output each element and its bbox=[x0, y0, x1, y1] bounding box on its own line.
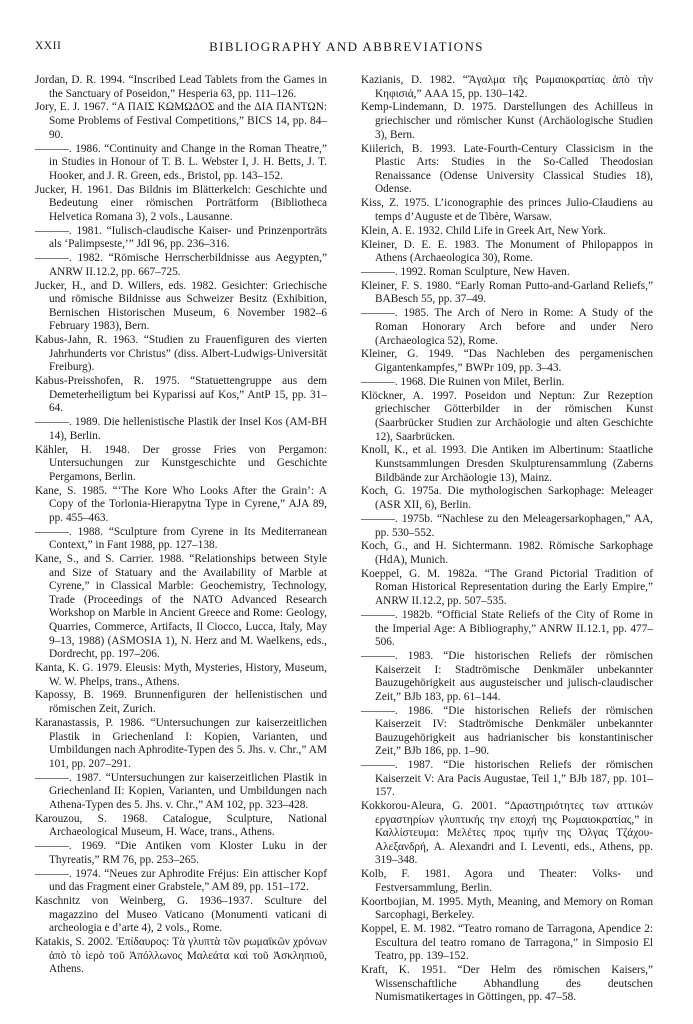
bibliography-entry: Kabus-Preisshofen, R. 1975. “Statuettengruppe aus dem Demeterheiligtum bei Kyparissi auf Kos,” AntP 15, pp. 31–64. bbox=[35, 375, 327, 415]
bibliography-entry: Kolb, F. 1981. Agora und Theater: Volks- und Festversammlung, Berlin. bbox=[361, 868, 653, 894]
bibliography-entry: Kemp-Lindemann, D. 1975. Darstellungen des Achilleus in griechischer und römischer Kunst (Archäologische Studien 3), Bern. bbox=[361, 101, 653, 141]
bibliography-right-column bbox=[361, 74, 653, 1005]
bibliography-entry: Kabus-Jahn, R. 1963. “Studien zu Frauenfiguren des vierten Jahrhunderts vor Christus” (diss. Albert-Ludwigs-Universität Freiburg). bbox=[35, 334, 327, 374]
bibliography-entry: Kane, S., and S. Carrier. 1988. “Relationships between Style and Size of Statuary and the Availability of Marble at Cyrene,” in Classical Marble: Geochemistry, Technology, Trade (Proceedings of the NATO Advanced Research Workshop on Marble in Ancient Greece and Rome: Geology, Quarries, Commerce, Artifacts, Il Ciocco, Lucca, Italy, May 9–13, 1988) (ASMOSIA 1), N. Herz and M. Waelkens, eds., Dordrecht, pp. 197–206. bbox=[35, 553, 327, 661]
bibliography-entry: Kleiner, F. S. 1980. “Early Roman Putto-and-Garland Reliefs,” BABesch 55, pp. 37–49. bbox=[361, 279, 653, 306]
bibliography-entry: Koch, G., and H. Sichtermann. 1982. Römische Sarkophage (HdA), Munich. bbox=[361, 540, 653, 566]
bibliography-entry: ———. 1981. “Iulisch-claudische Kaiser- und Prinzenporträts als ‘Palimpseste,’” JdI 96, pp. 236–316. bbox=[35, 224, 327, 251]
bibliography-entry: ———. 1968. Die Ruinen von Milet, Berlin. bbox=[361, 375, 565, 388]
bibliography-entry: ———. 1983. “Die historischen Reliefs der römischen Kaiserzeit I: Stadtrömische Denkmäler unbekannter Bauzugehörigkeit aus augusteischer und julisch-claudischer Zeit,” BJb 183, pp. 61–144. bbox=[361, 650, 653, 703]
bibliography-left-column bbox=[35, 74, 327, 977]
bibliography-entry: Knoll, K., et al. 1993. Die Antiken im Albertinum: Staatliche Kunstsammlungen Dresden Skulpturensammlung (Zaberns Bildbände zur Archäologie 13), Mainz. bbox=[361, 444, 653, 484]
bibliography-entry: Kraft, K. 1951. “Der Helm des römischen Kaisers,” Wissenschaftliche Abhandlung des deutschen Numismatikertages in Göttingen, pp. 47–58. bbox=[361, 964, 653, 1004]
bibliography-entry: Kazianis, D. 1982. “Ἄγαλμα τῆς Ρωμαιοκρατίας ἀπὸ τὴν Κηφισιά,” AAA 15, pp. 130–142. bbox=[361, 74, 653, 100]
bibliography-entry: Klöckner, A. 1997. Poseidon und Neptun: Zur Rezeption griechischer Götterbilder in der römischen Kunst (Saarbrücker Studien zur Archäologie und alten Geschichte 12), Saarbrücken. bbox=[361, 389, 653, 443]
bibliography-entry: Koeppel, G. M. 1982a. “The Grand Pictorial Tradition of Roman Historical Representation during the Early Empire,” ANRW II.12.2, pp. 507–535. bbox=[361, 567, 653, 608]
bibliography-entry: ———. 1989. Die hellenistische Plastik der Insel Kos (AM-BH 14), Berlin. bbox=[35, 416, 327, 442]
bibliography-entry: ———. 1987. “Untersuchungen zur kaiserzeitlichen Plastik in Griechenland II: Kopien, Varianten, und Umbildungen nach Athena-Typen des 5. Jhs. v. Chr.,” AM 102, pp. 323–428. bbox=[35, 771, 327, 811]
bibliography-entry: ———. 1985. The Arch of Nero in Rome: A Study of the Roman Honorary Arch before and under Nero (Archaeologica 52), Rome. bbox=[361, 307, 653, 347]
bibliography-entry: ———. 1975b. “Nachlese zu den Meleagersarkophagen,” AA, pp. 530–552. bbox=[361, 512, 653, 539]
bibliography-entry: Kokkorou-Aleura, G. 2001. “Δραστηριότητες των αττικών εργαστηρίων γλυπτικής την εποχή της Ρωμαιοκρατίας,” in Καλλίστευμα: Μελέτες προς τιμήν της Όλγας Τζάχου-Αλεξανδρή, A. Alexandri and I. Leventi, eds., Athens, pp. 319–348. bbox=[361, 800, 653, 867]
bibliography-entry: Kleiner, G. 1949. “Das Nachleben des pergamenischen Gigantenkampfes,” BWPr 109, pp. 3–43. bbox=[361, 348, 653, 374]
bibliography-entry: Kiss, Z. 1975. L’iconographie des princes Julio-Claudiens au temps d’Auguste et de Tibère, Warsaw. bbox=[361, 197, 653, 223]
bibliography-entry: Karouzou, S. 1968. Catalogue, Sculpture, National Archaeological Museum, H. Wace, trans., Athens. bbox=[35, 812, 327, 839]
bibliography-entry: ———. 1987. “Die historischen Reliefs der römischen Kaiserzeit V: Ara Pacis Augustae, Teil 1,” BJb 187, pp. 101–157. bbox=[361, 759, 653, 799]
bibliography-entry: Kane, S. 1985. “‘The Kore Who Looks After the Grain’: A Copy of the Torlonia-Hierapytna Type in Cyrene,” AJA 89, pp. 455–463. bbox=[35, 484, 327, 524]
bibliography-entry: Kanta, K. G. 1979. Eleusis: Myth, Mysteries, History, Museum, W. W. Phelps, trans., Athens. bbox=[35, 661, 327, 688]
bibliography-entry: Kaschnitz von Weinberg, G. 1936–1937. Sculture del magazzino del Museo Vaticano (Monumenti vaticani di archeologia e d’arte 4), 2 vols., Rome. bbox=[35, 895, 327, 935]
bibliography-entry: ———. 1969. “Die Antiken vom Kloster Luku in der Thyreatis,” RM 76, pp. 253–265. bbox=[35, 840, 327, 866]
bibliography-entry: ———. 1992. Roman Sculpture, New Haven. bbox=[361, 266, 570, 278]
bibliography-entry: ———. 1986. “Continuity and Change in the Roman Theatre,” in Studies in Honour of T. B. L. Webster I, J. H. Betts, J. T. Hooker, and J. R. Green, eds., Bristol, pp. 143–152. bbox=[35, 142, 327, 182]
bibliography-entry: Kiilerich, B. 1993. Late-Fourth-Century Classicism in the Plastic Arts: Studies in the So-Called Theodosian Renaissance (Odense University Classical Studies 18), Odense. bbox=[361, 142, 653, 196]
bibliography-entry: ———. 1974. “Neues zur Aphrodite Fréjus: Ein attischer Kopf und das Fragment einer Grabstele,” AM 89, pp. 151–172. bbox=[35, 867, 327, 894]
bibliography-entry: Jory, E. J. 1967. “A ΠΑΙΣ ΚΩΜΩΔΟΣ and the ΔΙΑ ΠΑΝΤΩΝ: Some Problems of Festival Competitions,” BICS 14, pp. 84–90. bbox=[35, 101, 327, 141]
bibliography-entry: Kleiner, D. E. E. 1983. The Monument of Philopappos in Athens (Archaeologica 30), Rome. bbox=[361, 238, 653, 265]
bibliography-entry: Katakis, S. 2002. Ἐπίδαυρος: Τὰ γλυπτὰ τῶν ρωμαϊκῶν χρόνων ἀπὸ τὸ ἱερὸ τοῦ Ἀπόλλωνος Μαλεάτα καὶ τοῦ Ἀσκληπιοῦ, Athens. bbox=[35, 936, 327, 976]
bibliography-entry: ———. 1988. “Sculpture from Cyrene in Its Mediterranean Context,” in Fant 1988, pp. 127–138. bbox=[35, 525, 327, 552]
bibliography-entry: Koortbojian, M. 1995. Myth, Meaning, and Memory on Roman Sarcophagi, Berkeley. bbox=[361, 895, 653, 922]
bibliography-entry: Jordan, D. R. 1994. “Inscribed Lead Tablets from the Games in the Sanctuary of Poseidon,” Hesperia 63, pp. 111–126. bbox=[35, 74, 327, 100]
bibliography-entry: ———. 1982b. “Official State Reliefs of the City of Rome in the Imperial Age: A Bibliography,” ANRW II.12.1, pp. 477–506. bbox=[361, 608, 653, 649]
bibliography-entry: Jucker, H. 1961. Das Bildnis im Blätterkelch: Geschichte und Bedeutung einer römischen Porträtform (Bibliotheca Helvetica Romana 3), 2 vols., Lausanne. bbox=[35, 183, 327, 223]
bibliography-entry: Kapossy, B. 1969. Brunnenfiguren der hellenistischen und römischen Zeit, Zurich. bbox=[35, 689, 327, 716]
page-number: XXII bbox=[35, 40, 62, 52]
bibliography-entry: Koppel, E. M. 1982. “Teatro romano de Tarragona, Apendice 2: Escultura del teatro romano de Tarragona,” in Simposio El Teatro, pp. 139–152. bbox=[361, 923, 653, 963]
bibliography-entry: Jucker, H., and D. Willers, eds. 1982. Gesichter: Griechische und römische Bildnisse aus Schweizer Besitz (Exhibition, Bernischen Historischen Museum, 6 November 1982–6 February 1983), Bern. bbox=[35, 279, 327, 333]
running-head: BIBLIOGRAPHY AND ABBREVIATIONS bbox=[209, 39, 484, 54]
bibliography-entry: Karanastassis, P. 1986. “Untersuchungen zur kaiserzeitlichen Plastik in Griechenland I: Kopien, Varianten, und Umbildungen nach Aphrodite-Typen des 5. Jhs. v. Chr.,” AM 101, pp. 207–291. bbox=[35, 716, 327, 770]
bibliography-entry: ———. 1986. “Die historischen Reliefs der römischen Kaiserzeit IV: Stadtrömische Denkmäler unbekannter Bauzugehörigkeit aus hadrianischer bis konstantinischer Zeit,” BJb 186, pp. 1–90. bbox=[361, 704, 653, 758]
bibliography-entry: Klein, A. E. 1932. Child Life in Greek Art, New York. bbox=[361, 224, 607, 237]
bibliography-entry: ———. 1982. “Römische Herrscherbildnisse aus Aegypten,” ANRW II.12.2, pp. 667–725. bbox=[35, 252, 327, 278]
bibliography-entry: Kähler, H. 1948. Der grosse Fries von Pergamon: Untersuchungen zur Kunstgeschichte und Geschichte Pergamons, Berlin. bbox=[35, 443, 327, 483]
bibliography-entry: Koch, G. 1975a. Die mythologischen Sarkophage: Meleager (ASR XII, 6), Berlin. bbox=[361, 485, 653, 512]
